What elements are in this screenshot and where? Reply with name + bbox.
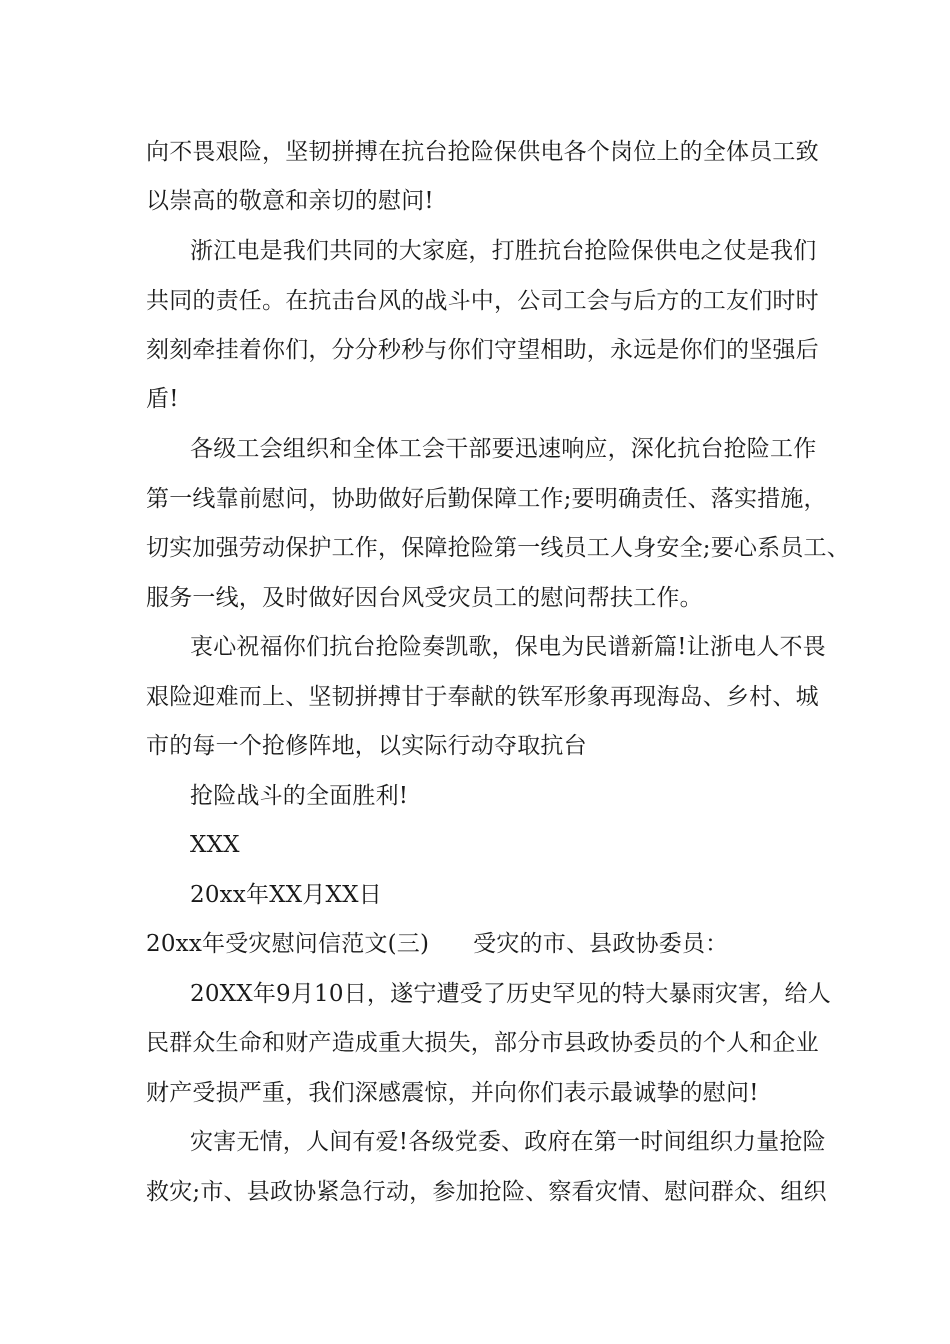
closing-line: 抢险战斗的全面胜利! [190, 783, 409, 809]
text-line: 第一线靠前慰问，协助做好后勤保障工作;要明确责任、落实措施， [146, 486, 827, 512]
text-line: 切实加强劳动保护工作，保障抢险第一线员工人身安全;要心系员工、 [146, 535, 850, 561]
section-heading-line [146, 929, 728, 959]
section-heading: 20xx年受灾慰问信范文(三) [146, 931, 430, 957]
date: 20xx年XX月XX日 [190, 882, 382, 908]
text-line: 刻刻牵挂着你们，分分秒秒与你们守望相助，永远是你们的坚强后 [146, 337, 819, 363]
paragraph-start-line: 衷心祝福你们抗台抢险奏凯歌，保电为民谱新篇!让浙电人不畏 [190, 634, 826, 660]
signature: XXX [190, 832, 240, 858]
paragraph-start-line: 20XX年9月10日，遂宁遭受了历史罕见的特大暴雨灾害，给人 [190, 981, 831, 1007]
text-line: 民群众生命和财产造成重大损失，部分市县政协委员的个人和企业 [146, 1030, 819, 1056]
paragraph-start-line: 各级工会组织和全体工会干部要迅速响应，深化抗台抢险工作 [190, 436, 817, 462]
salutation: 受灾的市、县政协委员： [473, 931, 729, 957]
paragraph-start-line: 浙江电是我们共同的大家庭，打胜抗台抢险保供电之仗是我们 [190, 238, 817, 264]
text-line: 盾! [146, 386, 179, 412]
text-line: 艰险迎难而上、坚韧拼搏甘于奉献的铁军形象再现海岛、乡村、城 [146, 684, 819, 710]
paragraph-start-line: 灾害无情，人间有爱!各级党委、政府在第一时间组织力量抢险 [190, 1129, 826, 1155]
text-line: 共同的责任。在抗击台风的战斗中，公司工会与后方的工友们时时 [146, 288, 819, 314]
text-line: 服务一线，及时做好因台风受灾员工的慰问帮扶工作。 [146, 585, 703, 611]
text-line: 市的每一个抢修阵地，以实际行动夺取抗台 [146, 733, 587, 759]
text-line: 财产受损严重，我们深感震惊，并向你们表示最诚挚的慰问! [146, 1080, 759, 1106]
text-line: 以崇高的敬意和亲切的慰问! [146, 188, 434, 214]
text-line: 救灾;市、县政协紧急行动，参加抢险、察看灾情、慰问群众、组织 [146, 1179, 827, 1205]
text-line: 向不畏艰险，坚韧拼搏在抗台抢险保供电各个岗位上的全体员工致 [146, 139, 819, 165]
